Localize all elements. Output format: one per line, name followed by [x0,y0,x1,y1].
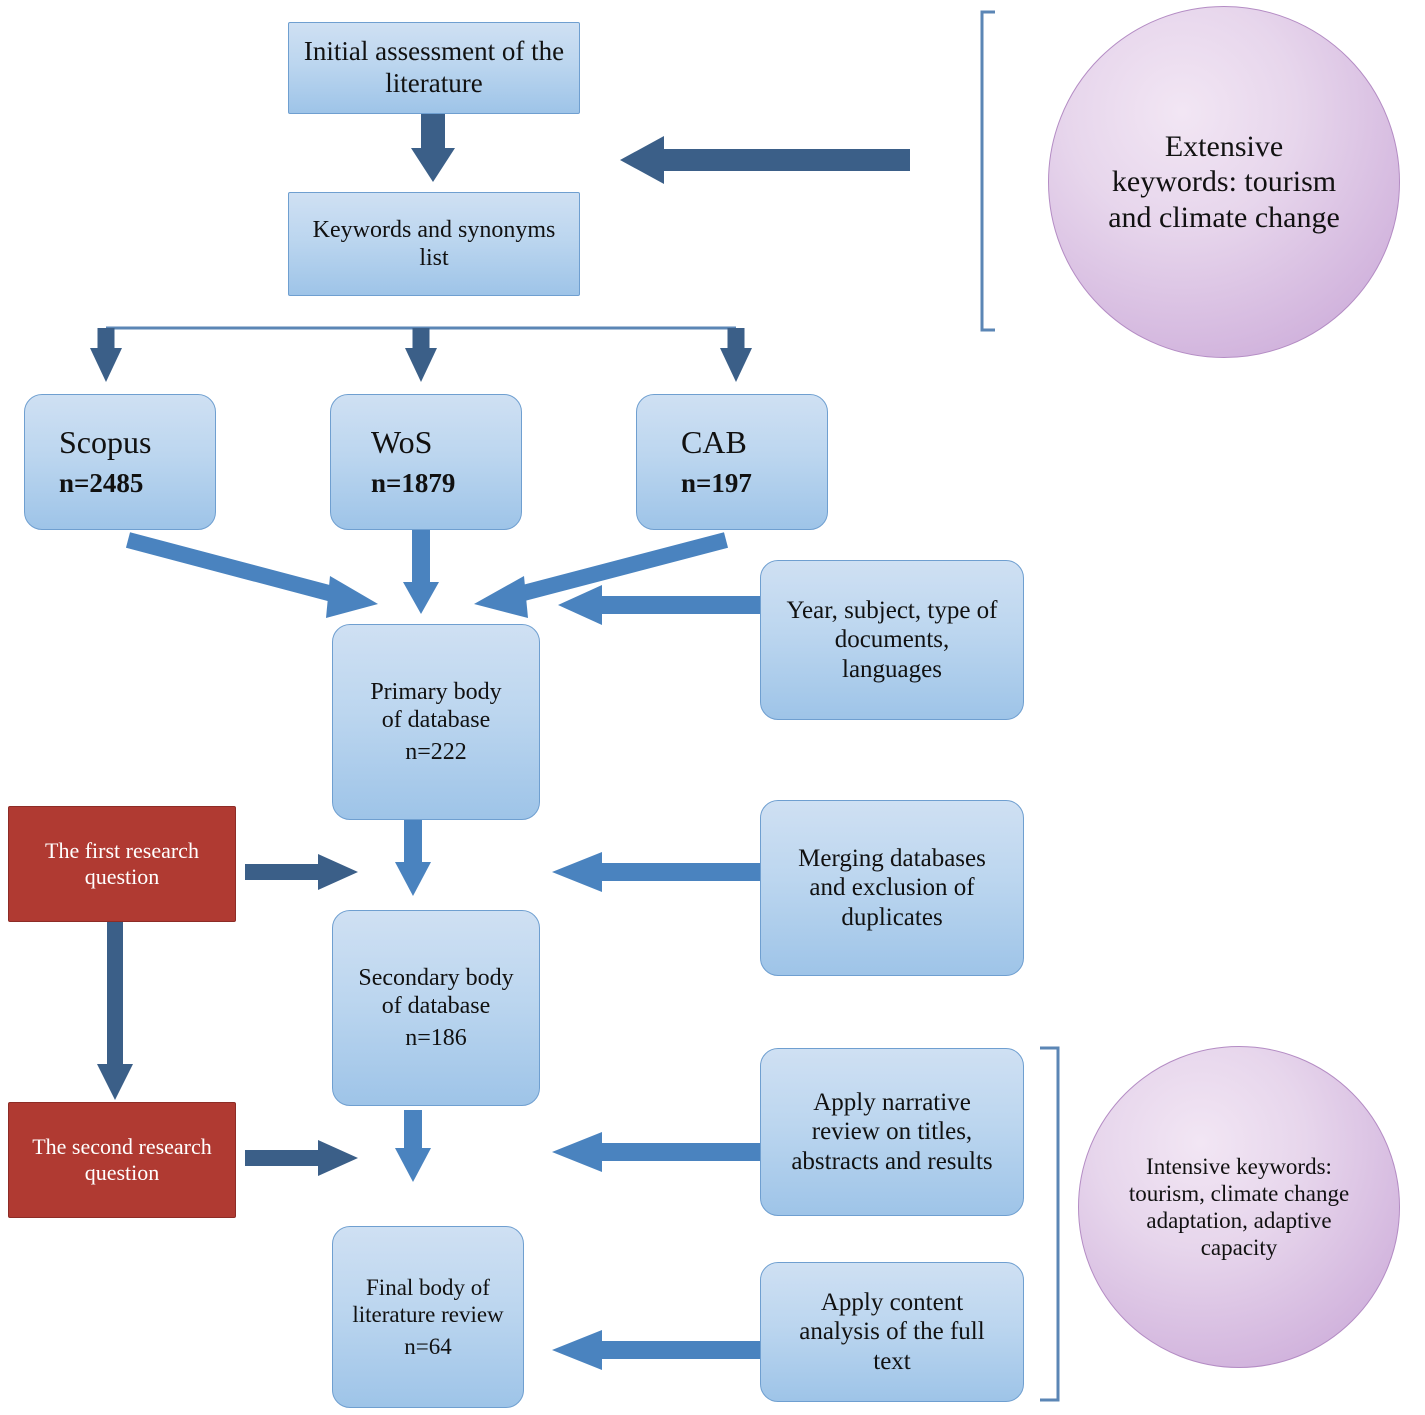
node-wos [330,394,522,530]
arrow-extensive-keywords-to-keywords [620,136,910,184]
node-first-research-question-label: The first research question [45,838,199,889]
node-scopus-count: n=2485 [59,467,144,498]
arrow-initial-to-keywords [411,112,455,182]
node-secondary-body-count: n=186 [405,1025,467,1052]
node-narrative-review-label: Apply narrative review on titles, abstracts and results [791,1088,993,1175]
node-keywords-list-label: Keywords and synonyms list [312,216,556,271]
node-filters [760,560,1024,720]
node-merging-label: Merging databases and exclusion of duplicates [798,844,986,931]
arrow-secondary-to-final [395,1110,431,1182]
node-secondary-body [332,910,540,1106]
node-content-analysis-label: Apply content analysis of the full text [799,1288,985,1375]
node-cab-count: n=197 [681,467,752,498]
node-primary-body [332,624,540,820]
arrow-narrative-to-stream [552,1132,760,1172]
arrow-filters-to-primary [558,585,760,625]
arrow-content-analysis-to-final [552,1330,760,1370]
node-extensive-keywords-label: Extensive keywords: tourism and climate change [1108,129,1340,234]
node-scopus-name: Scopus [59,424,152,461]
arrow-cab-to-primary [474,540,726,618]
arrow-second-question-to-stream [245,1140,358,1176]
bracket-intensive [1040,1048,1058,1400]
node-cab-name: CAB [681,424,747,461]
node-primary-body-label: Primary body of database [370,678,502,733]
node-content-analysis [760,1262,1024,1402]
node-narrative-review [760,1048,1024,1216]
arrow-scopus-to-primary [128,540,378,618]
arrow-first-to-second-question [97,922,133,1100]
node-second-research-question [8,1102,236,1218]
node-final-body [332,1226,524,1408]
node-primary-body-count: n=222 [405,739,467,766]
node-intensive-keywords-label: Intensive keywords: tourism, climate change adaptation, adaptive capacity [1128,1153,1350,1261]
node-filters-label: Year, subject, type of documents, languages [786,596,998,683]
node-wos-count: n=1879 [371,467,456,498]
node-initial-assessment-label: Initial assessment of the literature [303,36,565,98]
node-merging [760,800,1024,976]
arrow-wos-to-primary [403,528,439,614]
node-initial-assessment [288,22,580,114]
node-final-body-label: Final body of literature review [352,1275,504,1328]
arrow-first-question-to-stream [245,854,358,890]
node-second-research-question-label: The second research question [32,1134,212,1185]
node-final-body-count: n=64 [404,1333,452,1359]
node-secondary-body-label: Secondary body of database [358,964,514,1019]
arrow-primary-to-secondary [395,818,431,896]
node-keywords-list [288,192,580,296]
bracket-extensive [982,12,995,330]
node-first-research-question [8,806,236,922]
arrow-keywords-to-databases [90,328,752,382]
node-extensive-keywords [1048,6,1400,358]
node-cab [636,394,828,530]
node-wos-name: WoS [371,424,433,461]
arrow-merging-to-secondary [552,852,760,892]
node-intensive-keywords [1078,1046,1400,1368]
node-scopus [24,394,216,530]
